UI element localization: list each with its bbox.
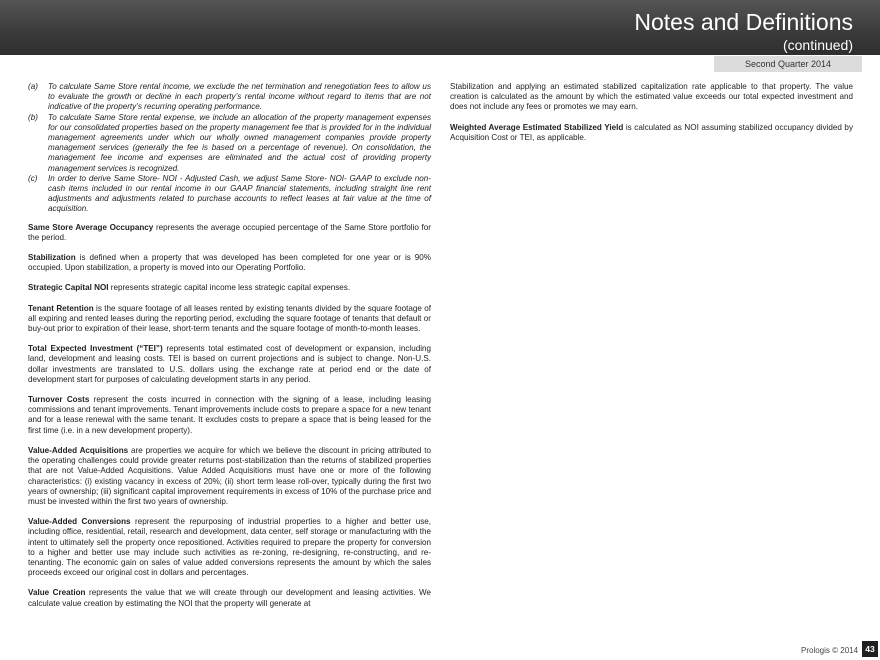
definition-stabilization	[28, 253, 431, 273]
left-column	[28, 82, 431, 619]
note-label: (a)	[28, 82, 38, 91]
definition-term: Same Store Average Occupancy	[28, 222, 154, 232]
definition-value-creation	[28, 588, 431, 608]
value-creation-continued: Stabilization and applying an estimated stabilized capitalization rate applicable to that property. The value creation is calculated as the amount by which the estimated value exceeds our total expected investment and does not include any fees or promotes we may earn.	[450, 82, 853, 112]
page-header	[0, 0, 880, 55]
note-item	[28, 113, 431, 174]
definition-value-added-acquisitions	[28, 446, 431, 507]
note-label: (b)	[28, 112, 38, 122]
definition-text: represent the costs incurred in connection with the signing of a lease, including leasing commissions and tenant improvements. Tenant improvements include costs to prepare a space for a new tenant and for a lease renewal with the same tenant. It excludes costs to prepare a space that is being leased for the first time (i.e. in a new development property).	[28, 395, 432, 435]
definition-text: represent the repurposing of industrial properties to a higher and better use, including office, residential, retail, research and development, data center, self storage or manufacturing with the intent to ultimately sell the property once repositioned. Activities required to prepare the property for conversion to a higher and better use may include such activities as re-zoning, re-designing, re-constructing, and re-tenanting. The economic gain on sales of value added conversions represents the amount by which the sales proceeds exceed our original cost in dollars and percentages.	[28, 517, 432, 578]
definition-tenant-retention	[28, 304, 431, 335]
definition-turnover-costs	[28, 395, 431, 436]
notes-list	[28, 82, 431, 215]
definition-term: Strategic Capital NOI	[28, 283, 109, 293]
right-column	[450, 82, 853, 153]
definition-term: Value Creation	[28, 588, 86, 598]
definition-same-store-average-occupancy	[28, 223, 431, 243]
definition-text: represents total estimated cost of development or expansion, including land, development and leasing costs. TEI is based on current projections and is subject to change. Non-U.S. dollar investments are translated to U.S. dollars using the exchange rate at period end or the date of development start for purposes of calculating development starts in any period.	[28, 344, 431, 384]
page-number: 43	[862, 641, 878, 657]
note-text: To calculate Same Store rental income, we exclude the net termination and renegotiation fees to allow us to evaluate the growth or decline in each property’s rental income without regard to items that are not indicative of the property’s recurring operating performance.	[48, 82, 431, 112]
footer-copyright: Prologis © 2014	[801, 646, 859, 655]
note-item	[28, 82, 431, 113]
definition-term: Stabilization	[28, 253, 76, 263]
definition-text: represents the value that we will create through our development and leasing activities. We calculate value creation by estimating the NOI that the property will generate at	[28, 588, 431, 608]
definition-term: Value-Added Conversions	[28, 517, 131, 527]
note-label: (c)	[28, 173, 38, 183]
note-text: To calculate Same Store rental expense, we include an allocation of the property management expenses for our consolidated properties based on the property management fee that is provided for in the individual management agreements under which our wholly owned management companies provide property management services (generally the fee is based on a percentage of revenue). On consolidation, the management fee income and expenses are eliminated and the actual cost of providing property management services is recognized.	[48, 112, 431, 173]
definition-weighted-average-estimated-stabilized-yield	[450, 123, 853, 143]
definition-term: Turnover Costs	[28, 395, 90, 405]
definition-term: Weighted Average Estimated Stabilized Yield	[450, 122, 624, 132]
quarter-label: Second Quarter 2014	[714, 56, 862, 72]
definition-text: is the square footage of all leases rented by existing tenants divided by the square footage of all expiring and rented leases during the reporting period, excluding the square footage of tenants that default or buy-out prior to expiration of their lease, short-term tenants and the square footage of month-to-month leases.	[28, 303, 431, 334]
definition-text: are properties we acquire for which we believe the discount in pricing attributed to the operating challenges could provide greater returns post-stabilization than the returns of stabilized properties that are not Value-Added Acquisitions. Value Added Acquisitions must have one or more of the following characteristics: (i) existing vacancy in excess of 20%; (ii) short term lease roll-over, typically during the first two years of ownership; (iii) significant capital improvement requirements in excess of 10% of the purchase price and must be invested within the first two years of ownership.	[28, 445, 431, 506]
definition-text: represents the average occupied percentage of the Same Store portfolio for the period.	[28, 222, 432, 242]
definition-total-expected-investment	[28, 344, 431, 385]
definition-value-added-conversions	[28, 517, 431, 578]
page-title: Notes and Definitions	[634, 9, 853, 35]
definition-term: Tenant Retention	[28, 303, 94, 313]
definition-strategic-capital-noi	[28, 283, 431, 293]
definition-term: Total Expected Investment (“TEI”)	[28, 344, 163, 354]
note-text: In order to derive Same Store- NOI - Adjusted Cash, we adjust Same Store- NOI- GAAP to exclude non-cash items included in our rental income in our GAAP financial statements, including straight line rent adjustments and adjustments related to purchase accounts to reflect leases at fair value at the time of acquisition.	[48, 173, 431, 214]
page-subtitle: (continued)	[782, 37, 853, 53]
definition-text: is calculated as NOI assuming stabilized occupancy divided by Acquisition Cost or TEI, as applicable.	[450, 122, 853, 142]
definition-text: represents strategic capital income less strategic capital expenses.	[108, 283, 351, 293]
definition-term: Value-Added Acquisitions	[28, 445, 129, 455]
note-item	[28, 174, 431, 215]
definition-text: is defined when a property that was developed has been completed for one year or is 90% occupied. Upon stabilization, a property is moved into our Operating Portfolio.	[28, 253, 431, 273]
